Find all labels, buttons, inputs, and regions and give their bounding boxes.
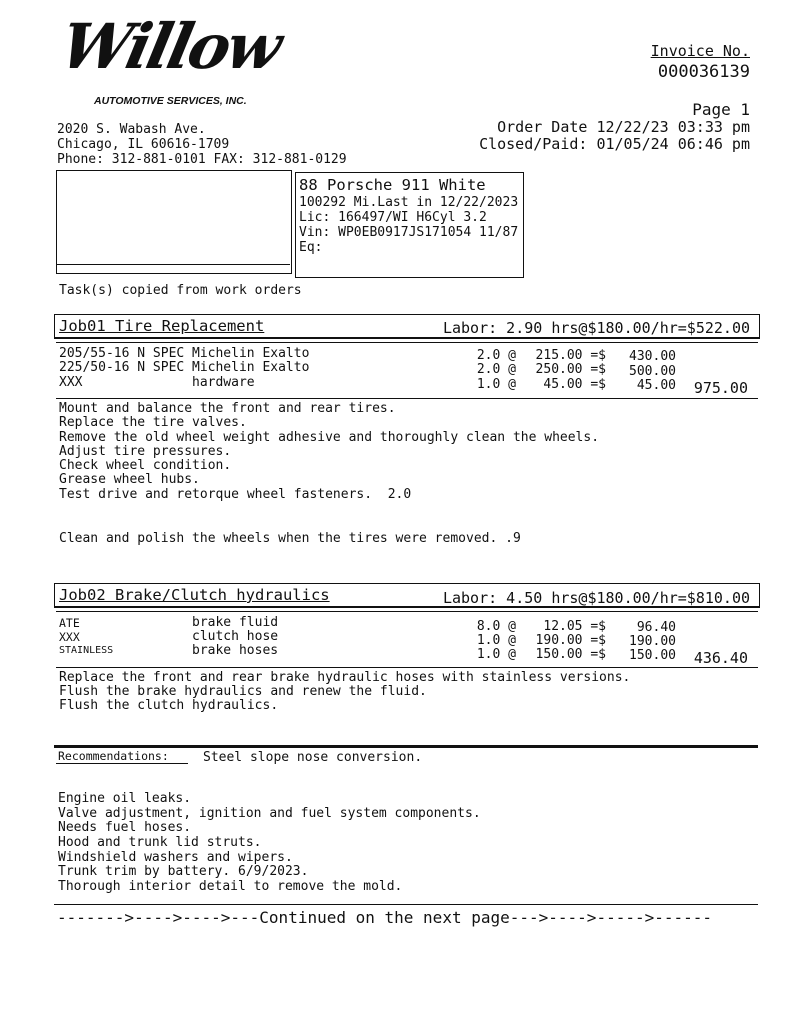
part-code: 205/55-16 N SPEC <box>59 346 185 361</box>
list-item: Engine oil leaks. <box>58 791 192 806</box>
list-item: Remove the old wheel weight adhesive and thoroughly clean the wheels. <box>59 430 600 445</box>
company-address-line1: 2020 S. Wabash Ave. <box>57 122 206 137</box>
list-item: Hood and trunk lid struts. <box>58 835 262 850</box>
job01-notes-divider <box>56 398 758 399</box>
part-desc: hardware <box>192 375 255 390</box>
part-ext: 500.00 <box>629 364 676 379</box>
invoice-number: 000036139 <box>657 62 750 82</box>
customer-box-divider <box>56 264 290 265</box>
part-price: 45.00 =$ <box>543 377 606 392</box>
part-qty: 1.0 @ <box>476 633 516 648</box>
continued-note: ------->---->---->---Continued on the next page--->---->----->------ <box>57 908 713 927</box>
recommendation-item: Steel slope nose conversion. <box>203 750 423 765</box>
job02-labor: Labor: 4.50 hrs@$180.00/hr=$810.00 <box>442 589 750 607</box>
list-item: Check wheel condition. <box>59 458 232 473</box>
list-item: Valve adjustment, ignition and fuel system components. <box>58 806 481 821</box>
list-item: Clean and polish the wheels when the tires were removed. .9 <box>59 531 521 546</box>
page-number: Page 1 <box>692 100 750 119</box>
list-item: Flush the brake hydraulics and renew the fluid. <box>59 684 427 699</box>
part-desc: brake hoses <box>192 643 279 658</box>
list-item: Needs fuel hoses. <box>58 820 192 835</box>
list-item: Replace the front and rear brake hydraulic hoses with stainless versions. <box>59 670 631 685</box>
part-desc: clutch hose <box>192 629 279 644</box>
job01-title: Job01 Tire Replacement <box>59 317 265 335</box>
part-desc: brake fluid <box>192 615 279 630</box>
tasks-note: Task(s) copied from work orders <box>59 283 302 298</box>
list-item: Test drive and retorque wheel fasteners. 2.0 <box>59 487 412 502</box>
job01-parts-total: 975.00 <box>693 379 748 397</box>
customer-box <box>56 170 292 274</box>
list-item: Replace the tire valves. <box>59 415 247 430</box>
part-qty: 2.0 @ <box>476 362 516 377</box>
part-code: STAINLESS <box>59 645 114 656</box>
job02-parts-divider <box>56 611 758 612</box>
vehicle-title: 88 Porsche 911 White <box>299 176 486 194</box>
part-ext: 430.00 <box>629 349 676 364</box>
list-item: Mount and balance the front and rear tires. <box>59 401 396 416</box>
recommendations-label-underline <box>56 763 188 764</box>
job02-title: Job02 Brake/Clutch hydraulics <box>59 586 330 604</box>
part-price: 250.00 =$ <box>535 362 606 377</box>
part-qty: 1.0 @ <box>476 647 516 662</box>
part-ext: 96.40 <box>636 620 676 635</box>
list-item: Windshield washers and wipers. <box>58 850 293 865</box>
vehicle-vin: Vin: WP0EB0917JS171054 11/87 <box>299 225 519 240</box>
invoice-label: Invoice No. <box>650 42 750 60</box>
part-desc: Michelin Exalto <box>192 346 310 361</box>
part-ext: 150.00 <box>629 648 676 663</box>
recommendations-divider <box>54 745 758 748</box>
vehicle-mileage: 100292 Mi.Last in 12/22/2023 <box>299 195 519 210</box>
part-ext: 45.00 <box>636 378 676 393</box>
part-code: 225/50-16 N SPEC <box>59 360 185 375</box>
part-price: 12.05 =$ <box>543 619 606 634</box>
part-ext: 190.00 <box>629 634 676 649</box>
job02-notes-divider <box>56 667 758 668</box>
job01-labor: Labor: 2.90 hrs@$180.00/hr=$522.00 <box>442 319 750 337</box>
part-qty: 1.0 @ <box>476 377 516 392</box>
footer-divider <box>54 904 758 905</box>
part-qty: 2.0 @ <box>476 348 516 363</box>
list-item: Thorough interior detail to remove the mold. <box>58 879 403 894</box>
part-code: ATE <box>59 616 80 630</box>
part-price: 150.00 =$ <box>535 647 606 662</box>
vehicle-equipment: Eq: <box>299 240 323 255</box>
closed-paid-date: Closed/Paid: 01/05/24 06:46 pm <box>479 135 750 153</box>
job02-parts-total: 436.40 <box>693 649 748 667</box>
vehicle-license: Lic: 166497/WI H6Cyl 3.2 <box>299 210 487 225</box>
part-price: 190.00 =$ <box>535 633 606 648</box>
part-code: XXX <box>59 375 83 390</box>
part-price: 215.00 =$ <box>535 348 606 363</box>
company-phone: Phone: 312-881-0101 FAX: 312-881-0129 <box>57 152 347 167</box>
company-logo: Willow <box>54 10 286 83</box>
job01-parts-divider <box>56 342 758 343</box>
recommendations-label: Recommendations: <box>58 749 169 763</box>
part-desc: Michelin Exalto <box>192 360 310 375</box>
part-qty: 8.0 @ <box>476 619 516 634</box>
list-item: Flush the clutch hydraulics. <box>59 698 279 713</box>
list-item: Adjust tire pressures. <box>59 444 232 459</box>
part-code: XXX <box>59 630 80 644</box>
company-tagline: AUTOMOTIVE SERVICES, INC. <box>94 95 247 107</box>
list-item: Grease wheel hubs. <box>59 472 200 487</box>
list-item: Trunk trim by battery. 6/9/2023. <box>58 864 309 879</box>
company-address-line2: Chicago, IL 60616-1709 <box>57 137 230 152</box>
order-date: Order Date 12/22/23 03:33 pm <box>497 118 750 136</box>
